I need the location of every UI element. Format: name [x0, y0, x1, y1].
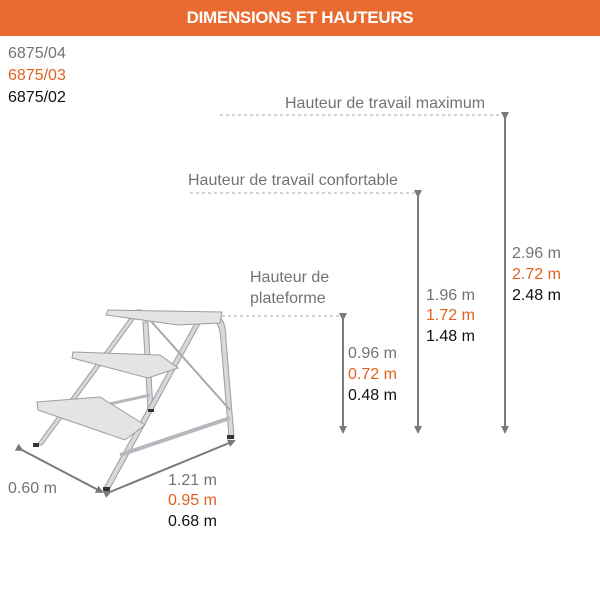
- max-height-6875-02: 2.48 m: [512, 287, 561, 304]
- length-6875-04: 1.21 m: [168, 472, 217, 489]
- platform-height-6875-02: 0.48 m: [348, 387, 397, 404]
- length-6875-02: 0.68 m: [168, 513, 217, 530]
- length-6875-03: 0.95 m: [168, 492, 217, 509]
- model-6875-04: 6875/04: [8, 45, 66, 62]
- comfort-height-6875-03: 1.72 m: [426, 307, 475, 324]
- model-6875-03: 6875/03: [8, 67, 66, 84]
- max-height-6875-03: 2.72 m: [512, 266, 561, 283]
- max-height-6875-04: 2.96 m: [512, 245, 561, 262]
- platform-height-6875-03: 0.72 m: [348, 366, 397, 383]
- model-6875-02: 6875/02: [8, 89, 66, 106]
- platform-height-6875-04: 0.96 m: [348, 345, 397, 362]
- platform-height-label-line1: Hauteur de: [250, 269, 330, 286]
- comfort-height-label: Hauteur de travail confortable: [188, 172, 398, 189]
- comfort-height-6875-04: 1.96 m: [426, 287, 475, 304]
- max-height-label: Hauteur de travail maximum: [285, 95, 486, 112]
- platform-height-label-line2: plateforme: [250, 290, 326, 307]
- header-title: DIMENSIONS ET HAUTEURS: [0, 0, 600, 36]
- comfort-height-6875-02: 1.48 m: [426, 328, 475, 345]
- step-ladder-illustration: [33, 310, 234, 491]
- depth-value: 0.60 m: [8, 480, 57, 497]
